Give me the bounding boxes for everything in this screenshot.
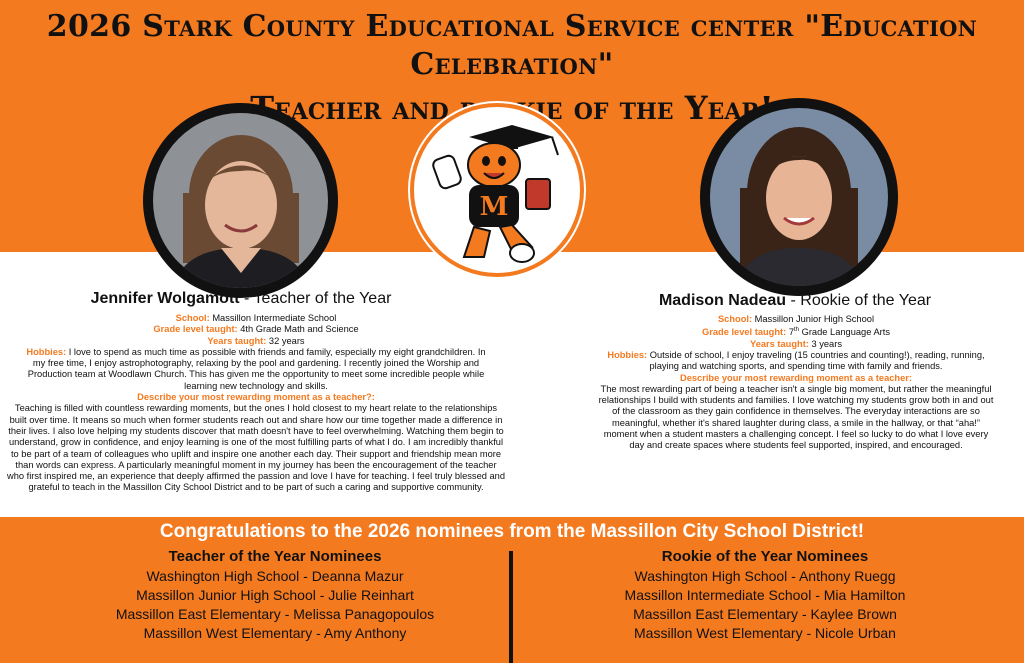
- rookie-hobbies: Outside of school, I enjoy traveling (15 countries and counting!), reading, running, playing and watching sports, and spending time with family and friends.: [647, 349, 985, 372]
- teacher-nominees-heading: Teacher of the Year Nominees: [168, 548, 382, 565]
- teacher-name-heading: [6, 290, 476, 308]
- teacher-grade: 4th Grade Math and Science: [237, 324, 359, 335]
- rookie-nominees-list: [540, 547, 990, 643]
- teacher-portrait-image: [153, 113, 328, 288]
- column-divider: [509, 551, 513, 663]
- teacher-name: Jennifer Wolgamott: [90, 290, 240, 307]
- teacher-answer: Teaching is filled with countless rewarding moments, but the ones I hold closest to my heart relate to the relationships built over time. It means so much when former students reach out and share how our time together made a difference in their lives. I also love helping my students discover that math doesn't have to feel overwhelming. Watching them begin to understand, grow in confidence, and enjoy learning is one of the most fulfilling parts of what I do. I am incredibly thankful to be part of a team of colleagues who uplift and inspire one another each day. Their support and friendship mean more than words can express. A particularly meaningful moment in my journey has been the encouragement of the teacher who first inspired me, an experience that deeply affirmed the passion and love I have for teaching. I feel truly blessed and grateful to teach in the Massillon City School District and to be part of such a caring and supportive community.: [6, 403, 506, 493]
- list-item: Massillon West Elementary - Amy Anthony: [143, 625, 407, 641]
- teacher-nominees-list: [60, 547, 490, 643]
- rookie-photo: [700, 98, 898, 296]
- rookie-grade-suffix: th: [794, 327, 800, 334]
- rookie-prompt: Describe your most rewarding moment as a teacher:: [680, 372, 912, 383]
- list-item: Massillon Intermediate School - Mia Hamilton: [624, 587, 906, 603]
- rookie-grade-number: 7: [786, 327, 794, 338]
- teacher-grade-label: Grade level taught:: [153, 324, 238, 335]
- rookie-name: Madison Nadeau: [658, 292, 787, 309]
- rookie-portrait-image: [710, 108, 888, 286]
- list-item: Washington High School - Deanna Mazur: [146, 568, 404, 584]
- mascot-letter: M: [479, 192, 509, 222]
- tiger-mascot-icon: [414, 107, 580, 273]
- list-item: Massillon East Elementary - Melissa Panagopoulos: [115, 606, 435, 622]
- rookie-name-heading: [590, 292, 1000, 310]
- rookie-nominees-heading: Rookie of the Year Nominees: [661, 548, 869, 565]
- tiger-mascot-logo: [410, 103, 584, 277]
- teacher-hobbies-label: Hobbies:: [26, 346, 67, 357]
- teacher-photo: [143, 103, 338, 298]
- rookie-award-title: - Rookie of the Year: [786, 292, 932, 309]
- rookie-years: 3 years: [808, 338, 842, 349]
- title-line-1: 2026 Stark County Educational Service center "Education Celebration": [46, 9, 978, 82]
- title-line-2: Teacher and of the Year!: [250, 89, 774, 127]
- teacher-years-label: Years taught:: [207, 335, 267, 346]
- rookie-grade: Grade Language Arts: [799, 327, 890, 338]
- teacher-prompt: Describe your most rewarding moment as a teacher?:: [137, 392, 375, 403]
- rookie-school-label: School:: [717, 314, 753, 324]
- teacher-award-title: - Teacher of the Year: [239, 290, 392, 307]
- teacher-school: Massillon Intermediate School: [209, 313, 337, 323]
- teacher-details: [6, 313, 506, 494]
- list-item: Washington High School - Anthony Ruegg: [634, 568, 896, 584]
- rookie-years-label: Years taught:: [750, 338, 809, 349]
- rookie-details: [598, 314, 994, 452]
- teacher-school-label: School:: [175, 313, 210, 323]
- congratulations-banner: Congratulations to the 2026 nominees from the Massillon City School District!: [159, 521, 865, 542]
- rookie-hobbies-label: Hobbies:: [607, 349, 648, 360]
- list-item: Massillon East Elementary - Kaylee Brown: [633, 606, 897, 622]
- rookie-answer: The most rewarding part of being a teacher isn't a single big moment, but rather the meaningful relationships I build with students and families. I love watching my students grow both in and out of the classroom as they gain confidence in themselves. The everyday interactions are so meaningful, whether it's shared laughter during class, a smile in the hallway, or that “aha!” moment when a student masters a challenging concept. I feel so lucky to do what I love every day and create spaces where students feel supported, inspired, and encouraged.: [598, 383, 994, 451]
- teacher-hobbies: I love to spend as much time as possible with friends and family, especially my eight grandchildren. In my free time, I enjoy astrophotography, relaxing by the pool and gardening. I recently joined the Worship and Production team at Woodlawn Church. This has given me the opportunity to meet some incredible people while learning new technology and skills.: [27, 346, 486, 391]
- teacher-years: 32 years: [266, 335, 305, 346]
- list-item: Massillon West Elementary - Nicole Urban: [634, 625, 896, 641]
- rookie-school: Massillon Junior High School: [752, 314, 875, 324]
- rookie-grade-label: Grade level taught:: [702, 327, 787, 338]
- list-item: Massillon Junior High School - Julie Reinhart: [136, 587, 414, 603]
